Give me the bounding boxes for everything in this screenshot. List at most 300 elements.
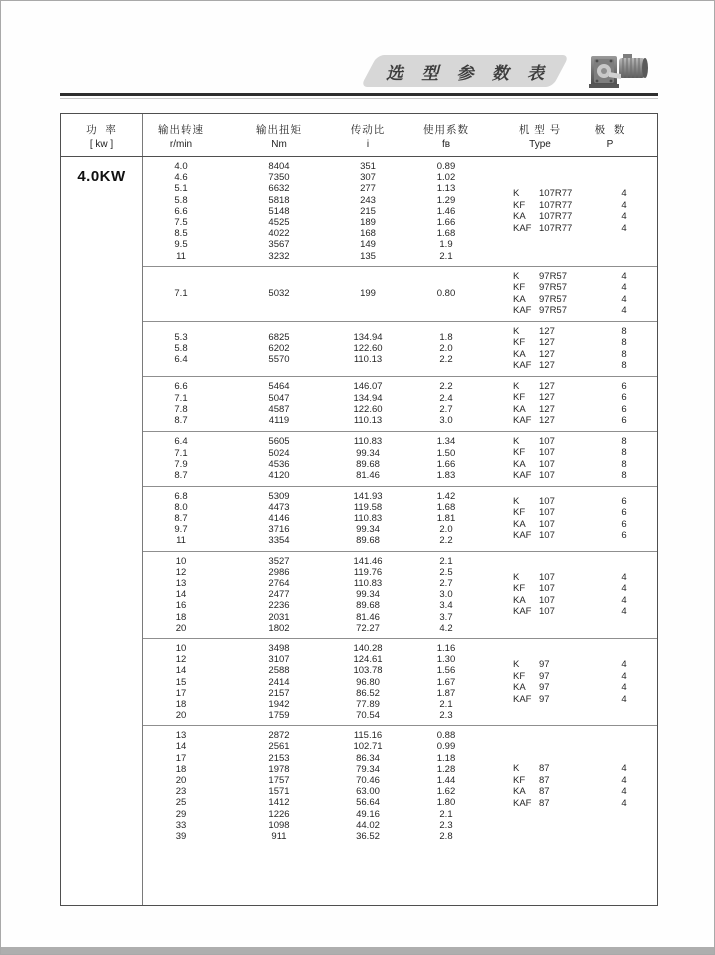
cell-output-speed: 18 [175, 611, 187, 623]
cell-ratio: 199 [360, 288, 376, 300]
table-row [143, 786, 495, 797]
header-power-unit: [ kw ] [89, 139, 114, 150]
cell-output-torque: 1757 [268, 775, 290, 786]
table-row [143, 436, 495, 447]
cell-type-size: 107R77 [539, 188, 573, 200]
header-type-en: Type [529, 139, 551, 150]
cell-type-size: 107 [539, 458, 555, 470]
cell-output-speed: 23 [175, 786, 187, 798]
cell-ratio: 168 [360, 228, 376, 240]
cell-output-torque: 2872 [268, 730, 290, 742]
cell-ratio: 122.60 [353, 343, 383, 355]
type-row [495, 671, 657, 683]
cell-service-factor: 2.2 [439, 354, 453, 366]
cell-output-torque: 4525 [268, 216, 290, 228]
type-row [495, 326, 657, 338]
cell-poles: 4 [621, 293, 627, 305]
table-row [143, 404, 495, 415]
cell-output-speed: 11 [176, 250, 186, 262]
table-row [143, 710, 495, 721]
table-block [143, 486, 657, 551]
cell-type-prefix: KAF [513, 530, 532, 542]
cell-service-factor: 0.89 [436, 161, 456, 172]
cell-type-size: 127 [539, 325, 555, 337]
cell-type-prefix: KA [513, 293, 526, 305]
cell-output-speed: 5.8 [174, 194, 188, 206]
table-row [143, 677, 495, 688]
cell-output-torque: 5309 [268, 490, 290, 502]
cell-ratio: 99.34 [356, 524, 380, 536]
header-service-factor-symbol: fʙ [441, 139, 451, 150]
cell-output-torque: 2986 [268, 566, 290, 578]
cell-output-torque: 5570 [268, 354, 290, 366]
cell-ratio: 72.27 [356, 622, 380, 634]
cell-poles: 4 [621, 270, 627, 282]
table-row [143, 381, 495, 392]
cell-output-torque: 5032 [268, 288, 290, 300]
cell-ratio: 102.71 [353, 741, 383, 753]
cell-output-speed: 9.7 [174, 524, 188, 536]
type-row [495, 447, 657, 459]
table-row [143, 524, 495, 535]
table-body [61, 157, 657, 905]
cell-ratio: 81.46 [356, 469, 380, 481]
cell-service-factor: 2.3 [439, 819, 453, 831]
cell-output-torque: 2236 [268, 600, 290, 612]
cell-ratio: 119.58 [353, 501, 383, 513]
cell-service-factor: 3.4 [439, 600, 453, 612]
cell-ratio: 110.13 [353, 414, 383, 426]
cell-output-torque: 4536 [268, 458, 290, 470]
cell-service-factor: 2.7 [439, 578, 453, 589]
cell-type-prefix: KF [513, 337, 526, 349]
cell-output-speed: 33 [175, 819, 187, 831]
cell-output-speed: 14 [175, 665, 187, 677]
cell-service-factor: 1.81 [436, 513, 456, 525]
cell-output-torque: 5818 [268, 194, 290, 206]
table-block [143, 431, 657, 486]
table-block [143, 376, 657, 431]
block-types [495, 572, 657, 618]
type-row [495, 763, 657, 775]
cell-output-torque: 2561 [268, 741, 290, 753]
cell-output-speed: 5.8 [174, 343, 188, 355]
table-row [143, 415, 495, 426]
cell-output-torque: 911 [271, 830, 287, 842]
cell-service-factor: 1.44 [436, 775, 456, 786]
cell-output-speed: 16 [175, 600, 187, 612]
cell-poles: 4 [621, 659, 627, 671]
cell-type-size: 127 [539, 392, 555, 404]
cell-type-prefix: KAF [513, 606, 532, 618]
type-row [495, 200, 657, 212]
header-ratio-symbol: i [366, 139, 370, 150]
cell-output-torque: 4473 [268, 501, 290, 513]
cell-output-torque: 3232 [268, 250, 290, 262]
cell-poles: 8 [621, 360, 627, 372]
cell-service-factor: 3.7 [439, 611, 453, 623]
page-title: 选 型 参 数 表 [386, 63, 551, 83]
header-type [495, 114, 585, 156]
cell-type-prefix: K [513, 380, 520, 392]
type-row [495, 572, 657, 584]
cell-poles: 4 [621, 774, 627, 786]
cell-output-speed: 12 [175, 654, 187, 666]
cell-output-speed: 9.5 [174, 239, 188, 251]
cell-poles: 4 [621, 693, 627, 705]
cell-type-size: 87 [539, 763, 550, 775]
table-row [143, 288, 495, 299]
table-row [143, 161, 495, 172]
cell-output-torque: 2414 [268, 676, 290, 688]
power-rating-label: 4.0KW [77, 168, 126, 185]
cell-service-factor: 2.3 [439, 710, 453, 722]
cell-poles: 6 [621, 380, 627, 392]
data-blocks [143, 157, 657, 905]
cell-type-prefix: KF [513, 199, 526, 211]
block-types [495, 659, 657, 705]
table-row [143, 228, 495, 239]
table-row [143, 502, 495, 513]
cell-service-factor: 2.8 [439, 830, 453, 842]
page-bottom-edge [1, 947, 714, 954]
cell-ratio: 63.00 [356, 786, 380, 798]
cell-poles: 6 [621, 518, 627, 530]
cell-type-prefix: KA [513, 786, 526, 798]
cell-ratio: 89.68 [356, 535, 380, 547]
cell-output-torque: 8404 [268, 161, 290, 172]
cell-ratio: 124.61 [353, 654, 383, 666]
cell-ratio: 351 [360, 161, 376, 172]
cell-service-factor: 2.1 [439, 250, 453, 262]
cell-type-prefix: K [513, 188, 520, 200]
cell-ratio: 77.89 [356, 698, 380, 710]
cell-service-factor: 2.7 [439, 403, 453, 415]
cell-service-factor: 1.67 [436, 676, 456, 688]
cell-type-size: 97 [539, 682, 550, 694]
table-row [143, 764, 495, 775]
cell-output-torque: 3716 [268, 524, 290, 536]
block-rows [143, 491, 495, 547]
cell-type-size: 87 [539, 786, 550, 798]
cell-output-torque: 1759 [268, 710, 290, 722]
cell-type-prefix: KAF [513, 693, 532, 705]
header-ratio [339, 114, 397, 156]
cell-type-size: 127 [539, 348, 555, 360]
cell-type-size: 107 [539, 470, 555, 482]
cell-output-speed: 6.8 [174, 490, 188, 502]
cell-type-prefix: K [513, 659, 520, 671]
cell-service-factor: 2.2 [439, 381, 453, 393]
cell-output-speed: 6.6 [174, 205, 188, 217]
block-types [495, 271, 657, 317]
cell-ratio: 134.94 [353, 331, 383, 343]
cell-ratio: 140.28 [353, 642, 383, 654]
cell-poles: 8 [621, 435, 627, 447]
table-header-row [61, 114, 657, 157]
cell-output-speed: 8.0 [174, 501, 188, 513]
cell-output-speed: 39 [175, 830, 187, 842]
cell-type-size: 127 [539, 360, 555, 372]
header-poles-cn: 极 数 [594, 124, 626, 136]
cell-type-size: 107R77 [539, 199, 573, 211]
block-rows [143, 381, 495, 426]
cell-poles: 4 [621, 594, 627, 606]
table-row [143, 753, 495, 764]
cell-ratio: 70.54 [356, 710, 380, 722]
page-banner [369, 55, 561, 87]
cell-ratio: 141.46 [353, 555, 383, 567]
type-row [495, 360, 657, 372]
table-block [143, 725, 657, 846]
cell-output-speed: 6.6 [174, 381, 188, 393]
type-row [495, 381, 657, 393]
cell-type-size: 107 [539, 518, 555, 530]
cell-type-prefix: KF [513, 583, 526, 595]
cell-type-prefix: KA [513, 458, 526, 470]
cell-ratio: 189 [360, 216, 376, 228]
cell-ratio: 277 [360, 183, 376, 195]
cell-output-speed: 8.7 [174, 414, 188, 426]
cell-output-speed: 5.1 [174, 183, 188, 195]
cell-type-size: 107R77 [539, 211, 573, 223]
cell-poles: 4 [621, 188, 627, 200]
type-row [495, 530, 657, 542]
table-row [143, 623, 495, 634]
block-types [495, 436, 657, 482]
cell-output-torque: 1802 [268, 622, 290, 634]
table-row [143, 535, 495, 546]
cell-output-speed: 20 [175, 710, 187, 722]
cell-ratio: 110.83 [353, 513, 383, 525]
table-row [143, 589, 495, 600]
cell-type-prefix: KA [513, 682, 526, 694]
cell-ratio: 70.46 [356, 775, 380, 786]
cell-service-factor: 2.0 [439, 524, 453, 536]
cell-poles: 4 [621, 199, 627, 211]
cell-output-speed: 20 [175, 775, 187, 786]
table-row [143, 730, 495, 741]
cell-output-torque: 6632 [268, 183, 290, 195]
cell-service-factor: 1.62 [436, 786, 456, 798]
cell-output-torque: 1098 [268, 819, 290, 831]
cell-poles: 8 [621, 337, 627, 349]
cell-type-prefix: KF [513, 774, 526, 786]
cell-output-speed: 4.0 [174, 161, 188, 172]
cell-output-torque: 2477 [268, 589, 290, 601]
cell-output-torque: 3107 [268, 654, 290, 666]
cell-output-torque: 6202 [268, 343, 290, 355]
header-poles-symbol: P [606, 139, 614, 150]
cell-type-size: 107 [539, 447, 555, 459]
cell-type-size: 87 [539, 774, 550, 786]
cell-service-factor: 1.56 [436, 665, 456, 677]
cell-type-prefix: KF [513, 392, 526, 404]
cell-output-speed: 6.4 [174, 436, 188, 448]
cell-type-prefix: KAF [513, 415, 532, 427]
cell-type-size: 127 [539, 380, 555, 392]
type-row [495, 519, 657, 531]
cell-ratio: 99.34 [356, 589, 380, 601]
cell-output-speed: 18 [175, 698, 187, 710]
cell-ratio: 44.02 [356, 819, 380, 831]
table-row [143, 600, 495, 611]
cell-type-prefix: K [513, 435, 520, 447]
type-row [495, 188, 657, 200]
cell-service-factor: 3.0 [439, 589, 453, 601]
cell-type-prefix: KF [513, 282, 526, 294]
table-row [143, 797, 495, 808]
cell-service-factor: 2.1 [439, 808, 453, 820]
type-row [495, 305, 657, 317]
table-row [143, 332, 495, 343]
table-row [143, 393, 495, 404]
cell-service-factor: 1.66 [436, 458, 456, 470]
cell-output-torque: 4587 [268, 403, 290, 415]
cell-output-speed: 7.1 [174, 447, 188, 459]
cell-ratio: 135 [360, 250, 376, 262]
type-row [495, 496, 657, 508]
cell-output-speed: 7.1 [174, 288, 188, 300]
header-poles [585, 114, 635, 156]
header-output-torque [219, 114, 339, 156]
cell-type-size: 127 [539, 337, 555, 349]
type-row [495, 436, 657, 448]
cell-poles: 4 [621, 211, 627, 223]
block-types [495, 381, 657, 427]
cell-output-torque: 5024 [268, 447, 290, 459]
cell-service-factor: 1.34 [436, 436, 456, 448]
type-row [495, 694, 657, 706]
power-column [61, 157, 143, 905]
cell-type-prefix: KA [513, 594, 526, 606]
type-row [495, 223, 657, 235]
cell-output-speed: 8.5 [174, 228, 188, 240]
table-block [143, 266, 657, 321]
table-row [143, 354, 495, 365]
cell-output-torque: 4120 [268, 469, 290, 481]
cell-output-torque: 4022 [268, 228, 290, 240]
cell-service-factor: 1.50 [436, 447, 456, 459]
table-row [143, 654, 495, 665]
cell-type-prefix: K [513, 495, 520, 507]
header-rule [60, 93, 658, 96]
type-row [495, 337, 657, 349]
cell-service-factor: 2.4 [439, 392, 453, 404]
cell-output-speed: 6.4 [174, 354, 188, 366]
table-row [143, 699, 495, 710]
table-row [143, 183, 495, 194]
cell-ratio: 36.52 [356, 830, 380, 842]
cell-poles: 8 [621, 447, 627, 459]
cell-poles: 4 [621, 682, 627, 694]
cell-poles: 4 [621, 606, 627, 618]
cell-output-speed: 14 [175, 741, 187, 753]
cell-service-factor: 0.99 [436, 741, 456, 753]
cell-output-speed: 7.1 [174, 392, 188, 404]
cell-type-prefix: KA [513, 518, 526, 530]
cell-type-prefix: KA [513, 403, 526, 415]
cell-output-speed: 10 [175, 642, 187, 654]
cell-output-speed: 18 [175, 763, 187, 775]
cell-type-prefix: KA [513, 348, 526, 360]
block-rows [143, 288, 495, 299]
cell-ratio: 86.52 [356, 687, 380, 699]
cell-type-prefix: K [513, 763, 520, 775]
cell-type-size: 87 [539, 797, 550, 809]
table-row [143, 470, 495, 481]
cell-output-speed: 20 [175, 622, 187, 634]
table-row [143, 578, 495, 589]
cell-ratio: 115.16 [353, 730, 383, 742]
cell-type-size: 97R57 [539, 282, 567, 294]
header-output-speed-unit: r/min [169, 139, 193, 150]
table-row [143, 172, 495, 183]
table-row [143, 567, 495, 578]
cell-service-factor: 1.29 [436, 194, 456, 206]
cell-poles: 4 [621, 786, 627, 798]
cell-type-size: 127 [539, 403, 555, 415]
cell-output-speed: 10 [175, 555, 187, 567]
type-row [495, 507, 657, 519]
header-power [61, 114, 143, 156]
cell-service-factor: 2.2 [439, 535, 453, 547]
table-row [143, 831, 495, 842]
cell-output-torque: 1226 [268, 808, 290, 820]
cell-output-torque: 1412 [268, 797, 290, 809]
cell-poles: 6 [621, 507, 627, 519]
table-row [143, 643, 495, 654]
cell-poles: 4 [621, 282, 627, 294]
cell-output-speed: 29 [175, 808, 187, 820]
cell-ratio: 103.78 [353, 665, 383, 677]
table-block [143, 551, 657, 638]
cell-service-factor: 1.80 [436, 797, 456, 809]
cell-poles: 4 [621, 763, 627, 775]
cell-output-torque: 2157 [268, 687, 290, 699]
block-rows [143, 730, 495, 842]
header-output-torque-unit: Nm [271, 139, 287, 150]
cell-type-size: 107R77 [539, 222, 573, 234]
cell-output-torque: 1942 [268, 698, 290, 710]
cell-poles: 4 [621, 797, 627, 809]
cell-ratio: 110.83 [353, 436, 383, 448]
cell-output-torque: 3354 [268, 535, 290, 547]
cell-output-speed: 4.6 [174, 172, 188, 184]
header-output-speed [143, 114, 219, 156]
cell-output-speed: 15 [175, 676, 187, 688]
cell-type-size: 107 [539, 530, 555, 542]
cell-type-size: 97R57 [539, 305, 567, 317]
table-row [143, 206, 495, 217]
type-row [495, 271, 657, 283]
block-types [495, 188, 657, 234]
type-row [495, 470, 657, 482]
type-row [495, 786, 657, 798]
cell-output-torque: 2588 [268, 665, 290, 677]
cell-ratio: 56.64 [356, 797, 380, 809]
table-row [143, 556, 495, 567]
cell-output-speed: 13 [175, 730, 187, 742]
cell-service-factor: 1.87 [436, 687, 456, 699]
cell-poles: 6 [621, 415, 627, 427]
cell-output-speed: 25 [175, 797, 187, 809]
cell-service-factor: 1.83 [436, 469, 456, 481]
cell-ratio: 134.94 [353, 392, 383, 404]
block-types [495, 326, 657, 372]
block-types [495, 763, 657, 809]
table-block [143, 638, 657, 725]
